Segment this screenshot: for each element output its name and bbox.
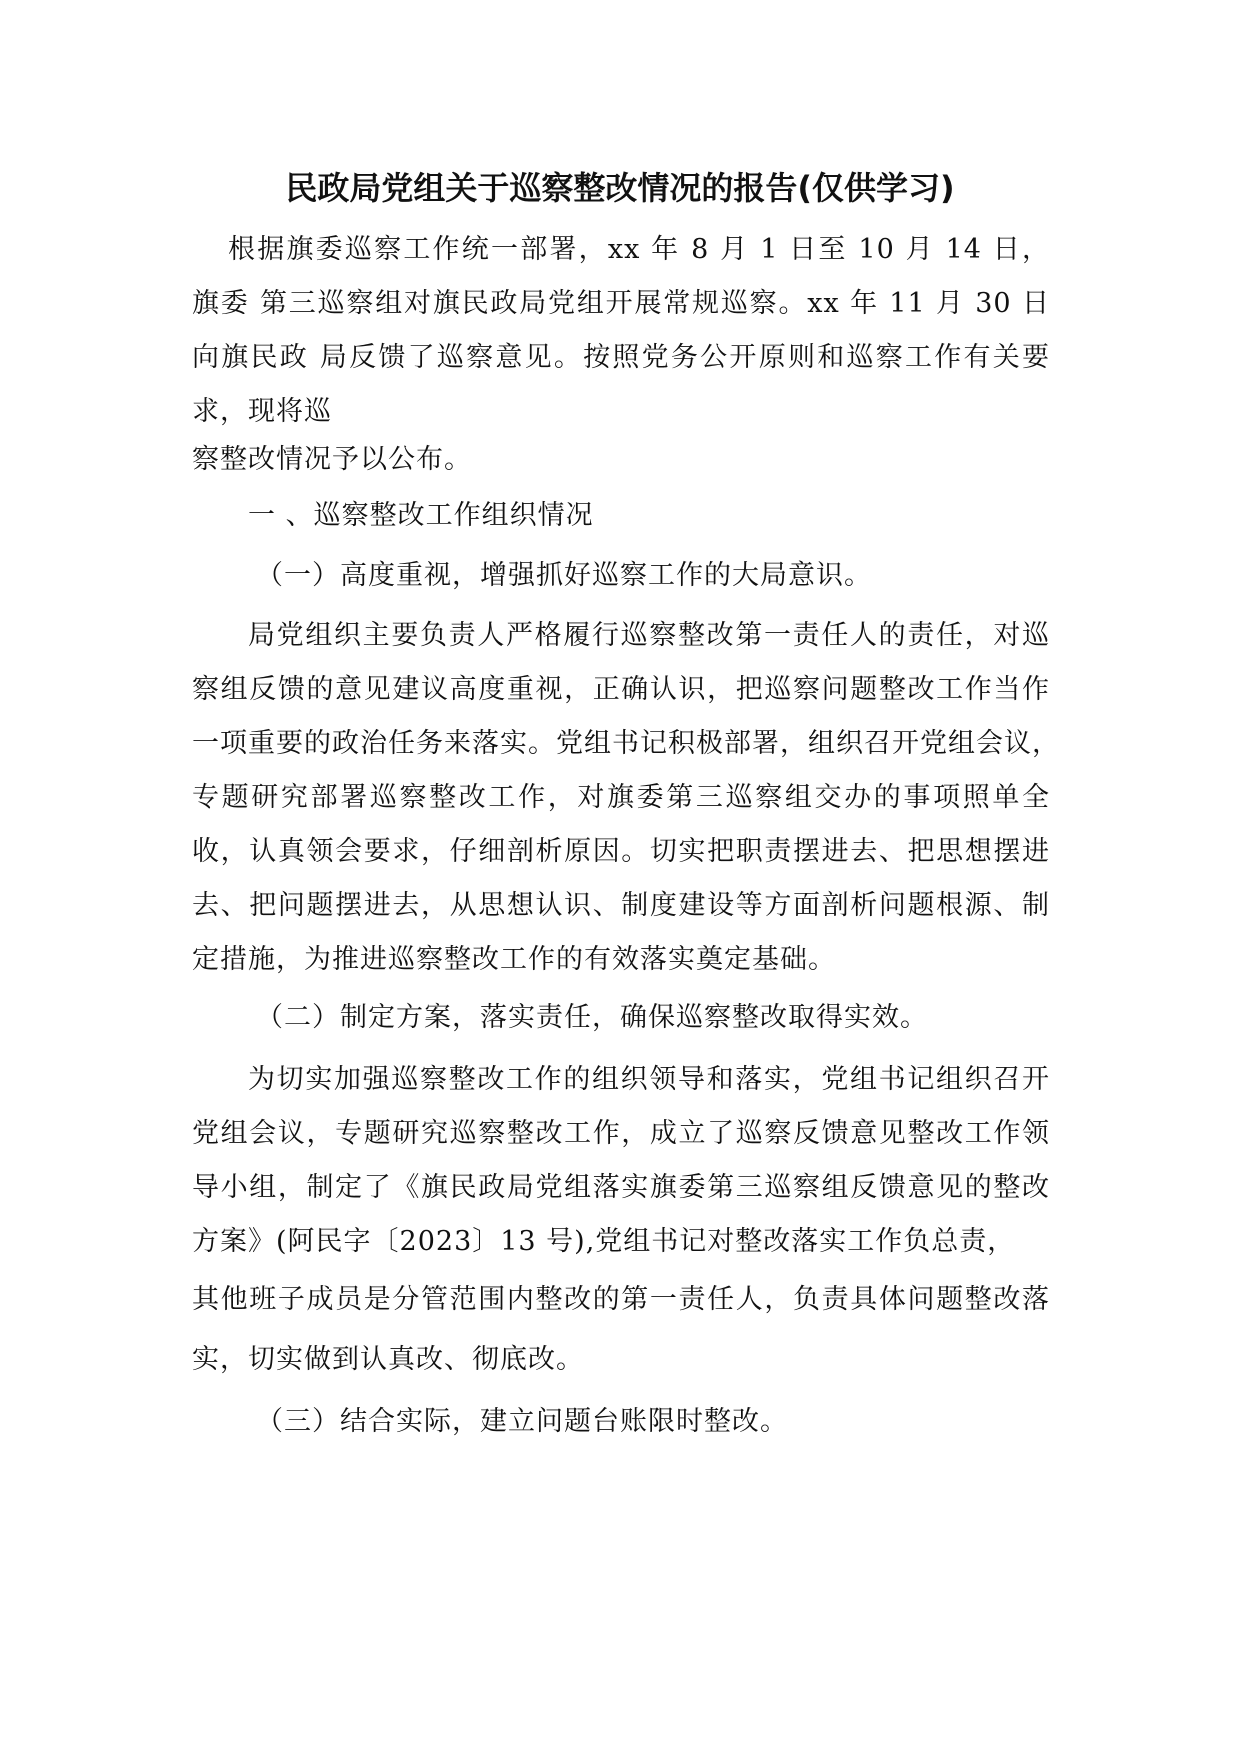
subsection-2-line-3: 导小组，制定了《旗民政局党组落实旗委第三巡察组反馈意见的整改 — [192, 1172, 1050, 1203]
subsection-1-line-6: 去、把问题摆进去，从思想认识、制度建设等方面剖析问题根源、制 — [192, 890, 1050, 921]
subsection-2-line-1: 为切实加强巡察整改工作的组织领导和落实，党组书记组织召开 — [248, 1064, 1050, 1095]
subsection-3-heading: （三）结合实际，建立问题台账限时整改。 — [256, 1406, 788, 1437]
subsection-2-heading: （二）制定方案，落实责任，确保巡察整改取得实效。 — [256, 1002, 928, 1033]
subsection-2-line-6: 实，切实做到认真改、彻底改。 — [192, 1344, 584, 1375]
intro-line-5: 察整改情况予以公布。 — [192, 444, 472, 475]
subsection-1-heading: （一）高度重视，增强抓好巡察工作的大局意识。 — [256, 560, 872, 591]
subsection-1-line-5: 收，认真领会要求，仔细剖析原因。切实把职责摆进去、把思想摆进 — [192, 836, 1050, 867]
subsection-1-line-2: 察组反馈的意见建议高度重视，正确认识，把巡察问题整改工作当作 — [192, 674, 1050, 705]
subsection-1-line-1: 局党组织主要负责人严格履行巡察整改第一责任人的责任，对巡 — [248, 620, 1050, 651]
subsection-1-line-4: 专题研究部署巡察整改工作，对旗委第三巡察组交办的事项照单全 — [192, 782, 1050, 813]
subsection-1-line-3: 一项重要的政治任务来落实。党组书记积极部署，组织召开党组会议， — [192, 728, 1060, 759]
subsection-2-line-5: 其他班子成员是分管范围内整改的第一责任人，负责具体问题整改落 — [192, 1284, 1050, 1315]
section-1-heading: 一 、巡察整改工作组织情况 — [248, 500, 594, 531]
subsection-1-line-7: 定措施，为推进巡察整改工作的有效落实奠定基础。 — [192, 944, 836, 975]
subsection-2-line-2: 党组会议，专题研究巡察整改工作，成立了巡察反馈意见整改工作领 — [192, 1118, 1050, 1149]
document-title: 民政局党组关于巡察整改情况的报告(仅供学习) — [285, 169, 955, 207]
intro-line-2: 旗委 第三巡察组对旗民政局党组开展常规巡察。xx 年 11 月 30 日 — [192, 288, 1050, 319]
subsection-2-line-4: 方案》(阿民字〔2023〕13 号),党组书记对整改落实工作负总责， — [192, 1226, 1016, 1257]
intro-line-3: 向旗民政 局反馈了巡察意见。按照党务公开原则和巡察工作有关要 — [192, 342, 1050, 373]
intro-line-1: 根据旗委巡察工作统一部署，xx 年 8 月 1 日至 10 月 14 日， — [228, 234, 1050, 265]
intro-line-4: 求，现将巡 — [192, 396, 332, 427]
